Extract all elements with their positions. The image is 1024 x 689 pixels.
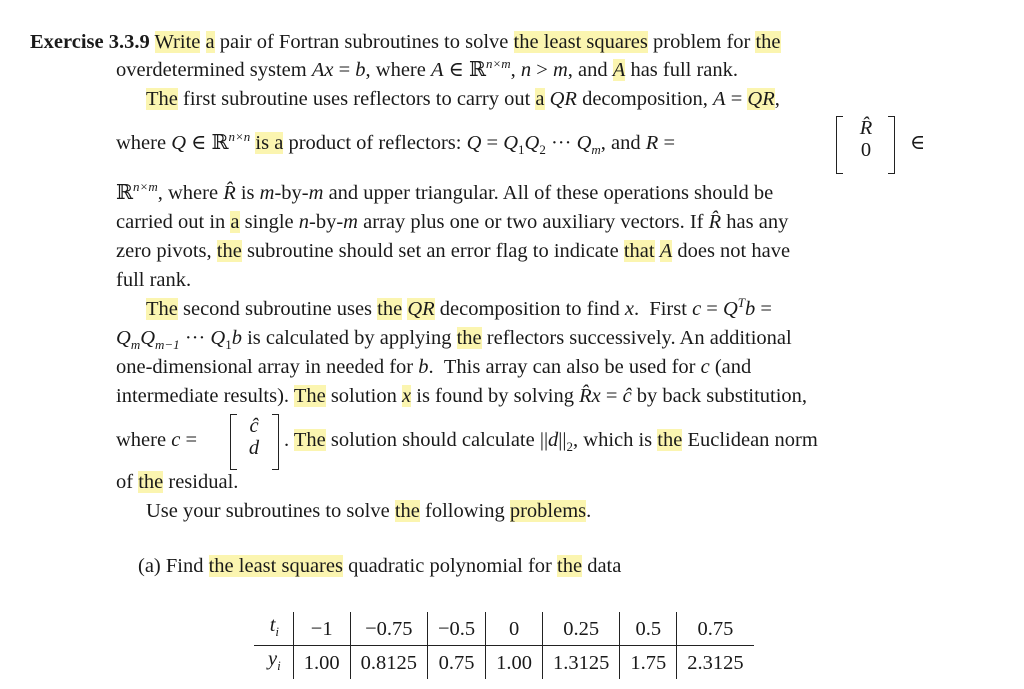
table-row-y: [254, 646, 754, 680]
table-cell: 1.75: [620, 646, 677, 680]
table-cell: −1: [293, 612, 350, 646]
row-label-y: $y_i$: [268, 648, 281, 674]
table-cell: 1.00: [293, 646, 350, 680]
exercise-line-2: overdetermined system Ax = b, where A ∈ ℝ$^{n\times m}$, n > m, and A has full rank.: [116, 56, 739, 81]
exercise-line-11: one-dimensional array in needed for b. This array can also be used for c (and: [116, 356, 752, 378]
matrix-c-left-bracket: [230, 414, 237, 470]
table-cell: −0.5: [427, 612, 485, 646]
table-cell: 2.3125: [677, 646, 754, 680]
exercise-line-6: carried out in a single n-by-m array plus one or two auxiliary vectors. If R̂ has any: [116, 211, 789, 233]
matrix-r-left-bracket: [836, 116, 843, 174]
exercise-line-5: ℝ$^{n\times m}$, where R̂ is m-by-m and upper triangular. All of these operations should be: [116, 179, 774, 204]
table-cell: 1.00: [486, 646, 543, 680]
exercise-line-13a: where c =: [116, 429, 198, 451]
row-label-t: $t_i$: [254, 612, 293, 646]
table-cell: 0.75: [677, 612, 754, 646]
exercise-line-1: [30, 29, 781, 55]
table-cell: 1.3125: [543, 646, 620, 680]
exercise-line-9: The second subroutine uses the QR decomposition to find x. First $c = Q^Tb$ =: [146, 295, 772, 320]
exercise-label: Exercise 3.3.9: [30, 31, 150, 53]
exercise-line-10: $Q_mQ_{m-1}$ ··· $Q_1b$ is calculated by applying the reflectors successively. An additional: [116, 327, 792, 353]
exercise-part-a: (a) Find the least squares quadratic polynomial for the data: [138, 555, 622, 577]
matrix-r: [846, 117, 886, 161]
data-table: [254, 612, 754, 679]
table-cell: 0.8125: [350, 646, 427, 680]
exercise-line-15: Use your subroutines to solve the following problems.: [146, 500, 592, 522]
exercise-line-13b: . The solution should calculate $||d||_2$, which is the Euclidean norm: [284, 429, 818, 455]
table-cell: 0.75: [427, 646, 485, 680]
exercise-line-4: where Q ∈ ℝ$^{n\times n}$ is a product of reflectors: $Q = Q_1Q_2$ ··· $Q_m$, and R =: [116, 129, 675, 158]
matrix-r-right-bracket: [888, 116, 895, 174]
matrix-c-top: ĉ: [249, 415, 259, 437]
matrix-c-right-bracket: [272, 414, 279, 470]
exercise-line-3: The first subroutine uses reflectors to carry out a QR decomposition, A = QR,: [146, 88, 780, 110]
table-cell: −0.75: [350, 612, 427, 646]
exercise-line-7: zero pivots, the subroutine should set an error flag to indicate that A does not have: [116, 240, 791, 262]
element-of-symbol: ∈: [910, 132, 926, 154]
matrix-c: [238, 415, 270, 459]
exercise-line-8: full rank.: [116, 269, 192, 291]
table-cell: 0.25: [543, 612, 620, 646]
table-row-t: [254, 612, 754, 646]
matrix-c-bottom: d: [248, 437, 260, 459]
exercise-line-14: of the residual.: [116, 471, 239, 493]
exercise-line-12: intermediate results). The solution x is found by solving R̂x = ĉ by back substitution,: [116, 385, 808, 407]
table-cell: 0: [486, 612, 543, 646]
line-1-text: Write a pair of Fortran subroutines to solve the least squares problem for the: [154, 31, 781, 53]
matrix-r-top: R̂: [859, 117, 873, 139]
matrix-r-bottom: 0: [860, 139, 872, 161]
table-cell: 0.5: [620, 612, 677, 646]
